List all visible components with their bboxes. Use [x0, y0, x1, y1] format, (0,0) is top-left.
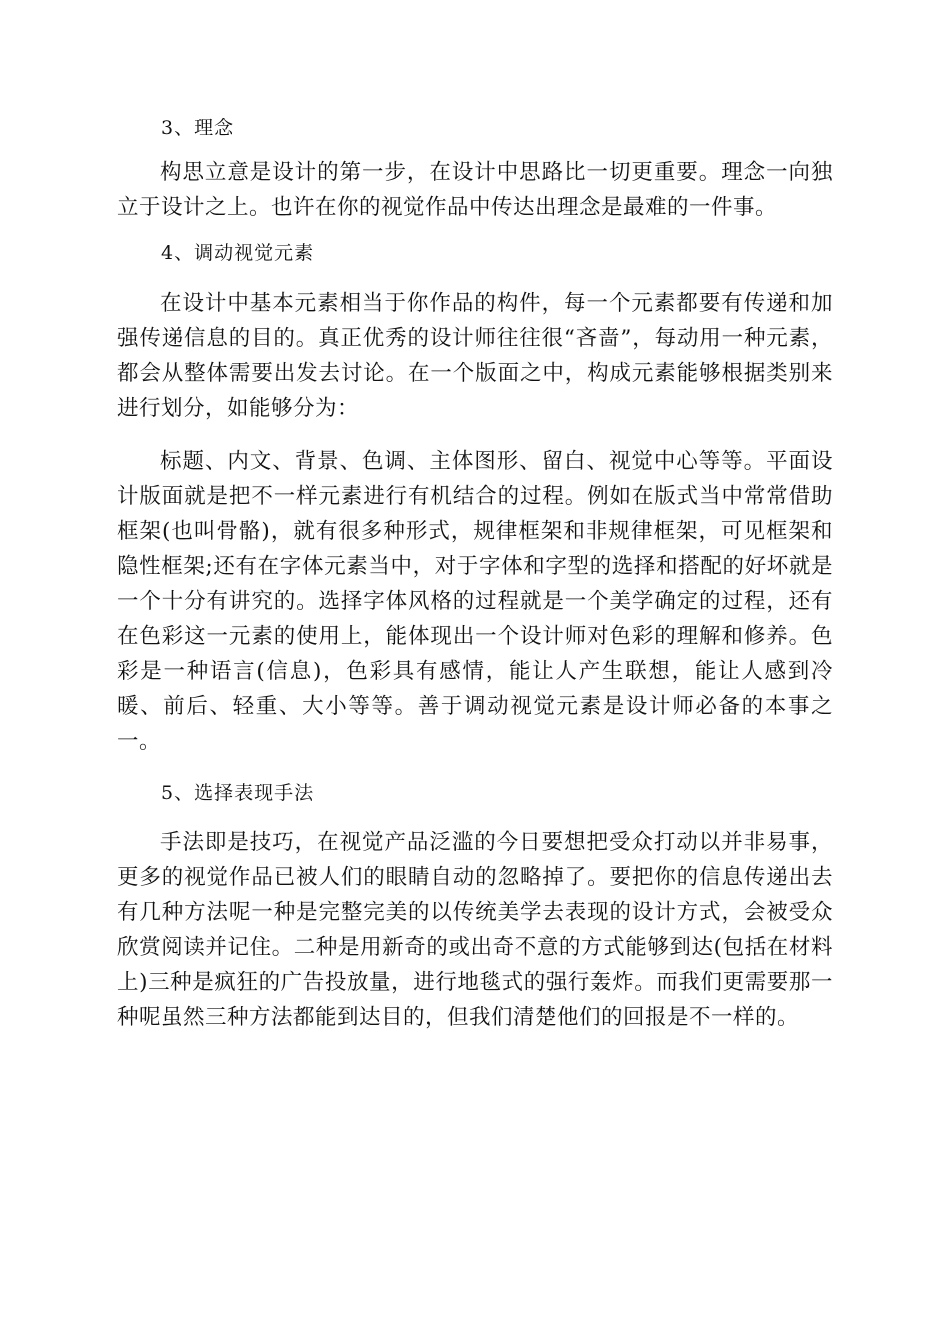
- paragraph-technique: 手法即是技巧，在视觉产品泛滥的今日要想把受众打动以并非易事，更多的视觉作品已被人们的眼睛自动的忽略掉了。要把你的信息传递出去有几种方法呢一种是完整完美的以传统美学去表现的设计方式，会被受众欣赏阅读并记住。二种是用新奇的或出奇不意的方式能够到达(包括在材料上)三种是疯狂的广告投放量，进行地毯式的强行轰炸。而我们更需要那一种呢虽然三种方法都能到达目的，但我们清楚他们的回报是不一样的。: [117, 830, 833, 1030]
- section-heading-visual-elements: 4、调动视觉元素: [161, 242, 315, 264]
- document-page: [117, 108, 833, 1035]
- section-heading-technique: 5、选择表现手法: [161, 782, 315, 804]
- paragraph-visual-elements-intro: 在设计中基本元素相当于你作品的构件，每一个元素都要有传递和加强传递信息的目的。真正优秀的设计师往往很“吝啬”，每动用一种元素，都会从整体需要出发去讨论。在一个版面之中，构成元素能够根据类别来进行划分，如能够分为：: [117, 291, 833, 421]
- paragraph-visual-elements-detail: 标题、内文、背景、色调、主体图形、留白、视觉中心等等。平面设计版面就是把不一样元素进行有机结合的过程。例如在版式当中常常借助框架(也叫骨骼)，就有很多种形式，规律框架和非规律框架，可见框架和隐性框架;还有在字体元素当中，对于字体和字型的选择和搭配的好坏就是一个十分有讲究的。选择字体风格的过程就是一个美学确定的过程，还有在色彩这一元素的使用上，能体现出一个设计师对色彩的理解和修养。色彩是一种语言(信息)，色彩具有感情，能让人产生联想，能让人感到冷暖、前后、轻重、大小等等。善于调动视觉元素是设计师必备的本事之一。: [117, 449, 833, 754]
- paragraph-concept: 构思立意是设计的第一步，在设计中思路比一切更重要。理念一向独立于设计之上。也许在你的视觉作品中传达出理念是最难的一件事。: [117, 160, 833, 220]
- section-heading-concept: 3、理念: [161, 117, 235, 139]
